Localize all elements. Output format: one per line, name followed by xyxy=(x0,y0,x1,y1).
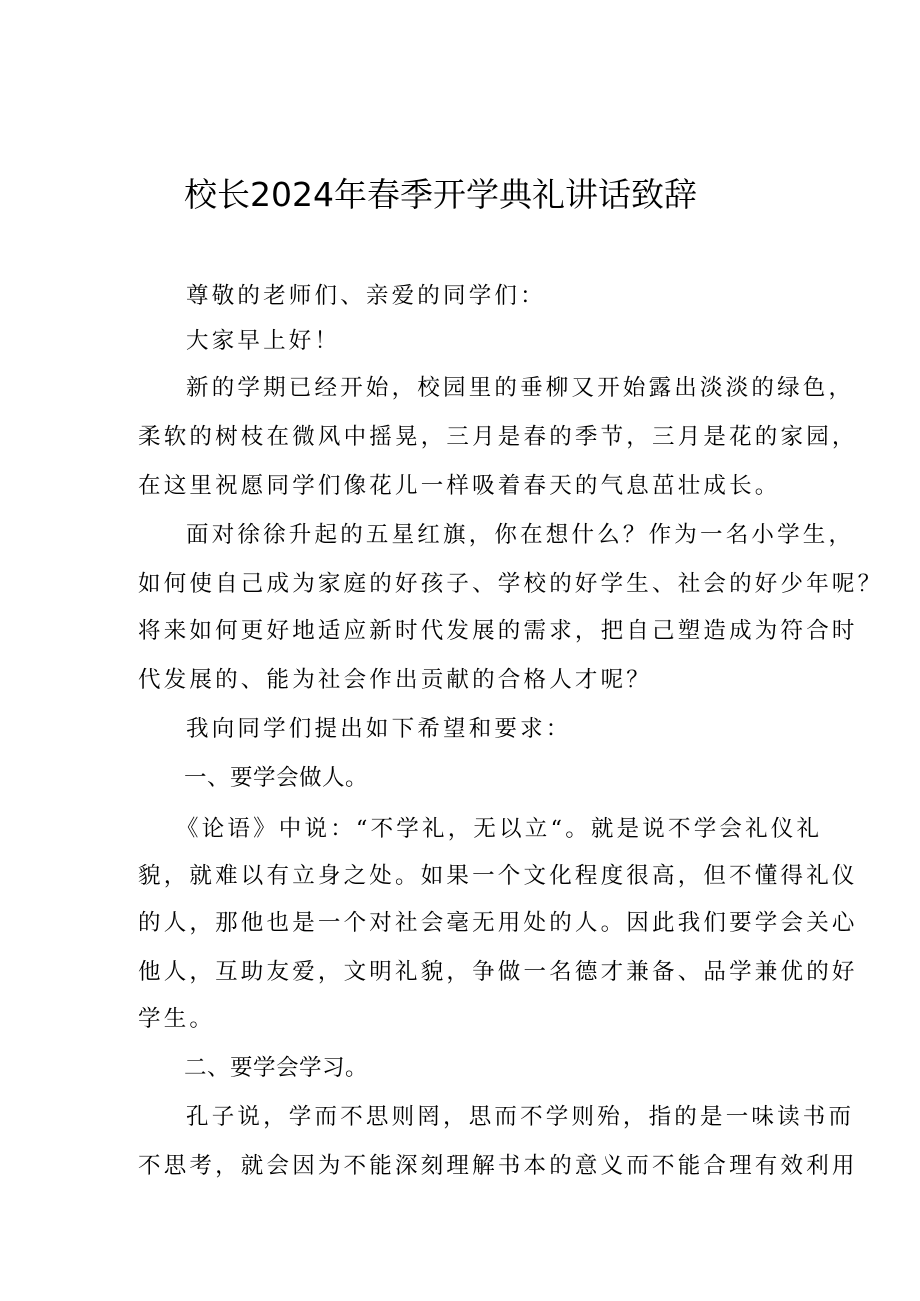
paragraph-line: 貌，就难以有立身之处。如果一个文化程度很高，但不懂得礼仪 xyxy=(138,863,858,889)
paragraph-line: 柔软的树枝在微风中摇晃，三月是春的季节，三月是花的家园， xyxy=(138,424,858,450)
paragraph-line: 面对徐徐升起的五星红旗，你在想什么？作为一名小学生， xyxy=(186,522,855,548)
morning-greeting: 大家早上好！ xyxy=(186,328,341,354)
greeting: 尊敬的老师们、亲爱的同学们： xyxy=(186,283,546,309)
section-heading: 二、要学会学习。 xyxy=(184,1055,369,1081)
paragraph-line: 我向同学们提出如下希望和要求： xyxy=(186,716,572,742)
paragraph-line: 代发展的、能为社会作出贡献的合格人才呢？ xyxy=(138,667,653,693)
paragraph-line: 孔子说，学而不思则罔，思而不学则殆，指的是一味读书而 xyxy=(186,1104,855,1130)
paragraph-line: 将来如何更好地适应新时代发展的需求，把自己塑造成为符合时 xyxy=(138,618,858,644)
section-heading: 一、要学会做人。 xyxy=(184,765,369,791)
paragraph-line: 不思考，就会因为不能深刻理解书本的意义而不能合理有效利用 xyxy=(138,1153,858,1179)
paragraph-line: 新的学期已经开始，校园里的垂柳又开始露出淡淡的绿色， xyxy=(186,375,855,401)
paragraph-line: 在这里祝愿同学们像花儿一样吸着春天的气息茁壮成长。 xyxy=(138,473,781,499)
document-title: 校长2024年春季开学典礼讲话致辞 xyxy=(184,175,697,214)
paragraph-line: 学生。 xyxy=(138,1006,216,1032)
paragraph-line: 如何使自己成为家庭的好孩子、学校的好学生、社会的好少年呢？ xyxy=(138,571,884,597)
paragraph-line: 他人，互助友爱，文明礼貌，争做一名德才兼备、品学兼优的好 xyxy=(138,959,858,985)
paragraph-line: 《论语》中说：“不学礼，无以立“。就是说不学会礼仪礼 xyxy=(176,816,823,842)
paragraph-line: 的人，那他也是一个对社会毫无用处的人。因此我们要学会关心 xyxy=(138,910,858,936)
